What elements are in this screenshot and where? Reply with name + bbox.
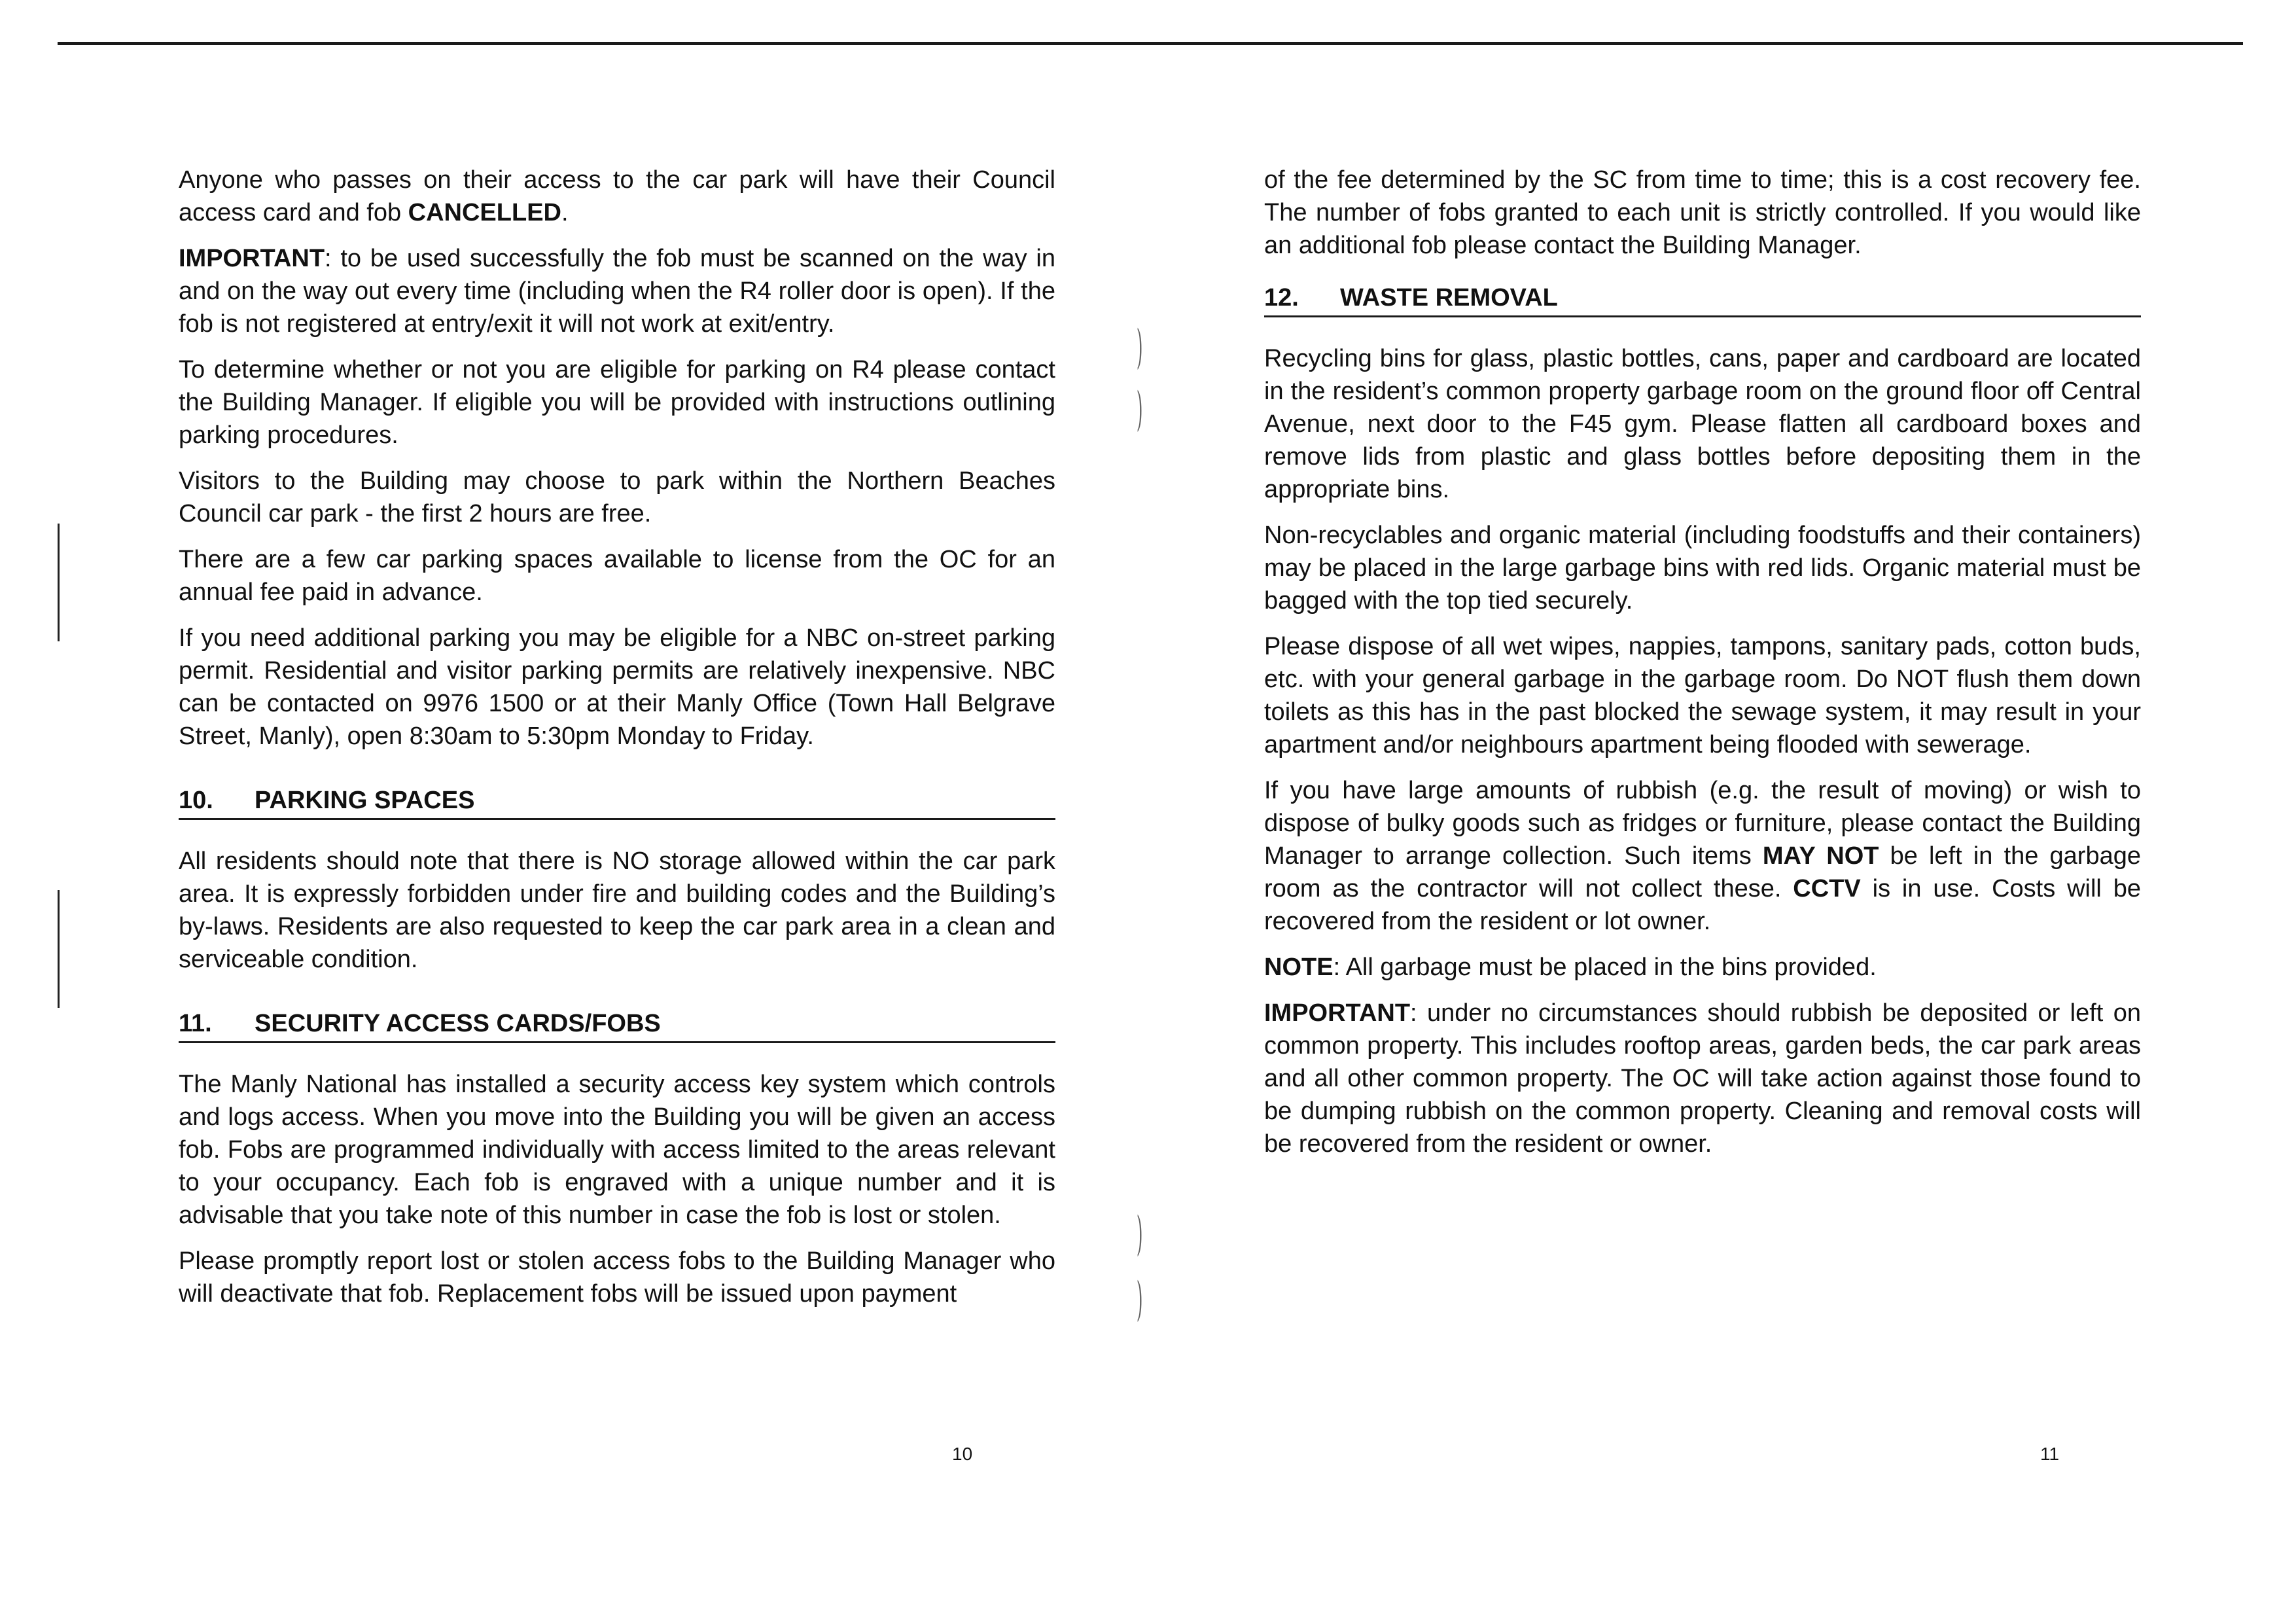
section-number: 12. (1264, 284, 1299, 312)
section-number: 11. (179, 1010, 212, 1037)
waste-paragraph-important: IMPORTANT: under no circumstances should rubbish be deposited or left on common property. This includes rooftop areas, garden beds, the car park areas and all other common property. The OC will take action against those found to be dumping rubbish on the common property. Cleaning and removal costs will be recovered from the resident or owner. (1264, 999, 2141, 1158)
page-number-right: 11 (2040, 1444, 2060, 1464)
page-number-left: 10 (952, 1444, 973, 1464)
waste-paragraph-wet-wipes: Please dispose of all wet wipes, nappies, tampons, sanitary pads, cotton buds, etc. with your general garbage in the garbage room. Do NOT flush them down toilets as this has in the past blocked the sewage system, it may result in your apartment and/or neighbours apartment being flooded with sewerage. (1264, 633, 2141, 758)
section-title: PARKING SPACES (255, 787, 475, 814)
binding-bracket-1: ) (1136, 320, 1143, 374)
left-paragraph-eligibility: To determine whether or not you are eligible for parking on R4 please contact the Building Manager. If eligible you will be provided with instructions outlining parking procedures. (179, 356, 1055, 449)
section-heading-parking-spaces (179, 784, 1055, 820)
waste-paragraph-note: NOTE: All garbage must be placed in the bins provided. (1264, 954, 1877, 981)
binding-bracket-2: ) (1136, 382, 1143, 436)
parking-spaces-paragraph: All residents should note that there is NO storage allowed within the car park area. It is expressly forbidden under fire and building codes and the Building’s by-laws. Residents are also requested to keep the car park area in a clean and serviceable condition. (179, 847, 1055, 973)
left-paragraph-visitors: Visitors to the Building may choose to park within the Northern Beaches Council car park - the first 2 hours are free. (179, 467, 1055, 527)
left-page (179, 164, 1055, 1323)
left-paragraph-license: There are a few car parking spaces available to license from the OC for an annual fee paid in advance. (179, 546, 1055, 606)
binding-mark-2 (58, 890, 60, 1008)
security-paragraph-lost-fobs: Please promptly report lost or stolen access fobs to the Building Manager who will deactivate that fob. Replacement fobs will be issued upon payment (179, 1247, 1055, 1308)
section-title: WASTE REMOVAL (1340, 284, 1558, 312)
binding-bracket-3: ) (1136, 1207, 1143, 1260)
section-heading-waste-removal (1264, 281, 2141, 317)
section-title: SECURITY ACCESS CARDS/FOBS (255, 1010, 661, 1037)
top-rule (58, 42, 2243, 45)
right-page (1264, 164, 2141, 1173)
binding-bracket-4: ) (1136, 1272, 1143, 1326)
left-paragraph-permits: If you need additional parking you may be eligible for a NBC on-street parking permit. Residential and visitor parking permits are relatively inexpensive. NBC can be contacted on 9976 1500 or at their Manly Office (Town Hall Belgrave Street, Manly), open 8:30am to 5:30pm Monday to Friday. (179, 624, 1055, 750)
right-paragraph-fee: of the fee determined by the SC from time to time; this is a cost recovery fee. The number of fobs granted to each unit is strictly controlled. If you would like an additional fob please contact the Building Manager. (1264, 166, 2141, 259)
security-paragraph-system: The Manly National has installed a security access key system which controls and logs access. When you move into the Building you will be given an access fob. Fobs are programmed individually with access limited to the areas relevant to your occupancy. Each fob is engraved with a unique number and it is advisable that you take note of this number in case the fob is lost or stolen. (179, 1071, 1055, 1229)
section-number: 10. (179, 787, 213, 814)
waste-paragraph-non-recyclables: Non-recyclables and organic material (including foodstuffs and their containers) may be placed in the large garbage bins with red lids. Organic material must be bagged with the top tied securely. (1264, 522, 2141, 615)
left-paragraph-cancelled: Anyone who passes on their access to the car park will have their Council access card and fob CANCELLED. (179, 166, 1055, 226)
binding-mark-1 (58, 524, 60, 641)
section-heading-security-access (179, 1007, 1055, 1043)
left-paragraph-important: IMPORTANT: to be used successfully the fob must be scanned on the way in and on the way out every time (including when the R4 roller door is open). If the fob is not registered at entry/exit it will not work at exit/entry. (179, 245, 1055, 338)
waste-paragraph-recycling: Recycling bins for glass, plastic bottles, cans, paper and cardboard are located in the resident’s common property garbage room on the ground floor off Central Avenue, next door to the F45 gym. Please flatten all cardboard boxes and remove lids from plastic and glass bottles before depositing them in the appropriate bins. (1264, 345, 2141, 503)
waste-paragraph-bulky-goods: If you have large amounts of rubbish (e.g. the result of moving) or wish to dispose of bulky goods such as fridges or furniture, please contact the Building Manager to arrange collection. Such items MAY NOT be left in the garbage room as the contractor will not collect these. CCTV is in use. Costs will be recovered from the resident or lot owner. (1264, 777, 2141, 935)
